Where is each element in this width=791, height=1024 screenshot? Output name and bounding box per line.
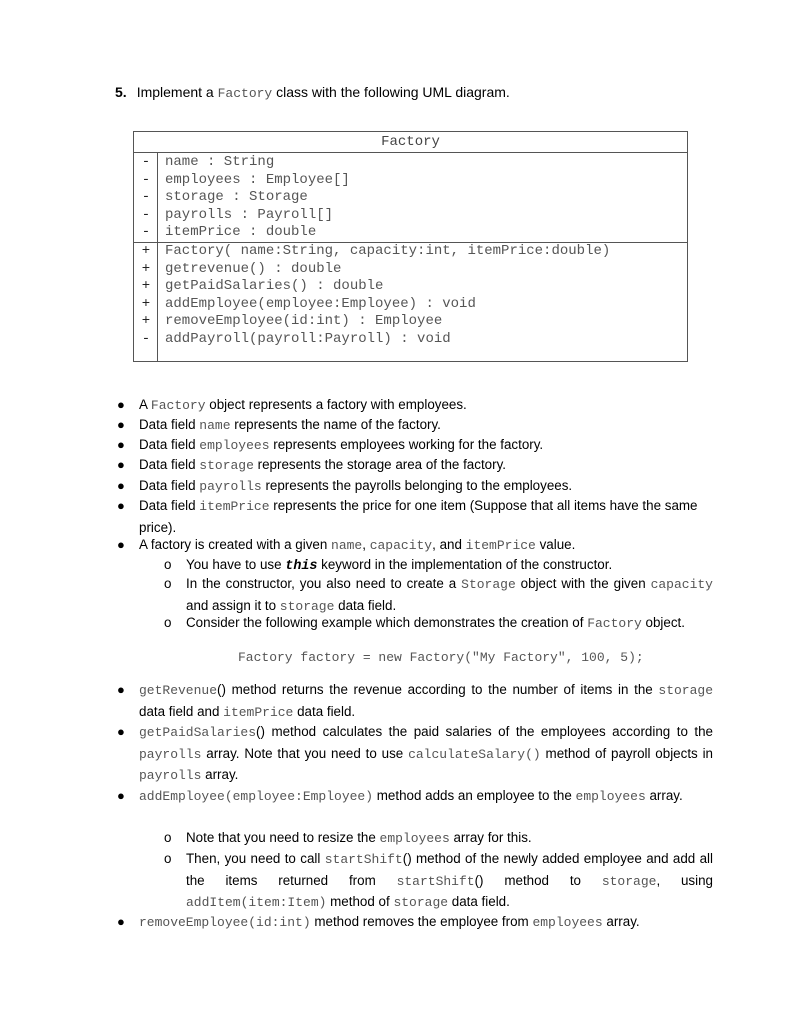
list-item: ● A Factory object represents a factory with employees. — [139, 395, 713, 417]
list-item: ● Data field employees represents employees working for the factory. — [139, 435, 713, 457]
uml-attribute: - payrolls : Payroll[] — [141, 206, 334, 223]
uml-method: + addEmployee(employee:Employee) : void — [141, 295, 476, 312]
sub-list-item: o In the constructor, you also need to create a Storage object with the given capacity and assign it to storage data field. — [164, 576, 713, 614]
task-text-after: class with the following UML diagram. — [272, 84, 510, 100]
list-item: ● getPaidSalaries() method calculates the paid salaries of the employees according to the payrolls array. Note that you need to use calculateSalary() method of payroll objects in payrolls array. — [117, 724, 713, 783]
bullet-icon: ● — [117, 397, 125, 412]
task-text-before: Implement a — [136, 84, 218, 100]
list-item: ● Data field payrolls represents the payrolls belonging to the employees. — [139, 476, 713, 498]
bullet-icon: ● — [117, 914, 125, 929]
uml-method: + getPaidSalaries() : double — [141, 278, 384, 295]
bullet-icon: ● — [117, 682, 125, 697]
uml-attribute: - storage : Storage — [141, 189, 308, 206]
uml-attributes — [134, 153, 687, 242]
uml-methods — [134, 242, 687, 349]
bullet-icon: ● — [117, 457, 125, 472]
list-item: ● Data field name represents the name of the factory. — [139, 415, 713, 437]
bullet-icon: ● — [117, 478, 125, 493]
task-class-name: Factory — [217, 86, 273, 101]
list-item: ● getRevenue() method returns the revenue according to the number of items in the storage data field and itemPrice data field. — [117, 682, 713, 720]
list-item: ● Data field itemPrice represents the price for one item (Suppose that all items have the same price). — [117, 498, 698, 535]
uml-attribute: - itemPrice : double — [141, 224, 317, 241]
task-heading — [115, 84, 510, 101]
uml-method: + removeEmployee(id:int) : Employee — [141, 313, 443, 330]
bullet-icon: ● — [117, 498, 125, 513]
code-example: Factory factory = new Factory("My Factory", 100, 5); — [238, 650, 644, 665]
sub-list-item: o Then, you need to call startShift() method of the newly added employee and add all the items returned from startShift() method to storage, using addItem(item:Item) method of storage data field. — [164, 851, 714, 910]
bullet-icon: ● — [117, 724, 125, 739]
list-item: ● addEmployee(employee:Employee) method adds an employee to the employees array. — [139, 786, 713, 808]
uml-method: + getrevenue() : double — [141, 260, 342, 277]
uml-class-diagram — [133, 131, 688, 362]
uml-attribute: - name : String — [141, 154, 275, 170]
circle-bullet-icon: o — [164, 615, 172, 630]
list-item: ● Data field storage represents the storage area of the factory. — [139, 455, 713, 477]
sub-list-item: o Note that you need to resize the employees array for this. — [186, 828, 713, 850]
bullet-icon: ● — [117, 437, 125, 452]
circle-bullet-icon: o — [164, 830, 172, 845]
task-number: 5. — [115, 84, 127, 100]
circle-bullet-icon: o — [164, 851, 172, 866]
sub-list-item: o Consider the following example which demonstrates the creation of Factory object. — [186, 613, 713, 635]
uml-method: - addPayroll(payroll:Payroll) : void — [141, 330, 451, 347]
uml-class-name: Factory — [134, 132, 687, 153]
bullet-icon: ● — [117, 537, 125, 552]
bullet-icon: ● — [117, 788, 125, 803]
sub-list-item: o You have to use this keyword in the implementation of the constructor. — [164, 557, 613, 574]
list-item: ● A factory is created with a given name, capacity, and itemPrice value. — [139, 535, 713, 557]
list-item: ● removeEmployee(id:int) method removes the employee from employees array. — [139, 912, 713, 934]
uml-method: + Factory( name:String, capacity:int, itemPrice:double) — [141, 242, 611, 259]
uml-attribute: - employees : Employee[] — [141, 171, 350, 188]
circle-bullet-icon: o — [164, 557, 172, 572]
bullet-icon: ● — [117, 417, 125, 432]
circle-bullet-icon: o — [164, 576, 172, 591]
